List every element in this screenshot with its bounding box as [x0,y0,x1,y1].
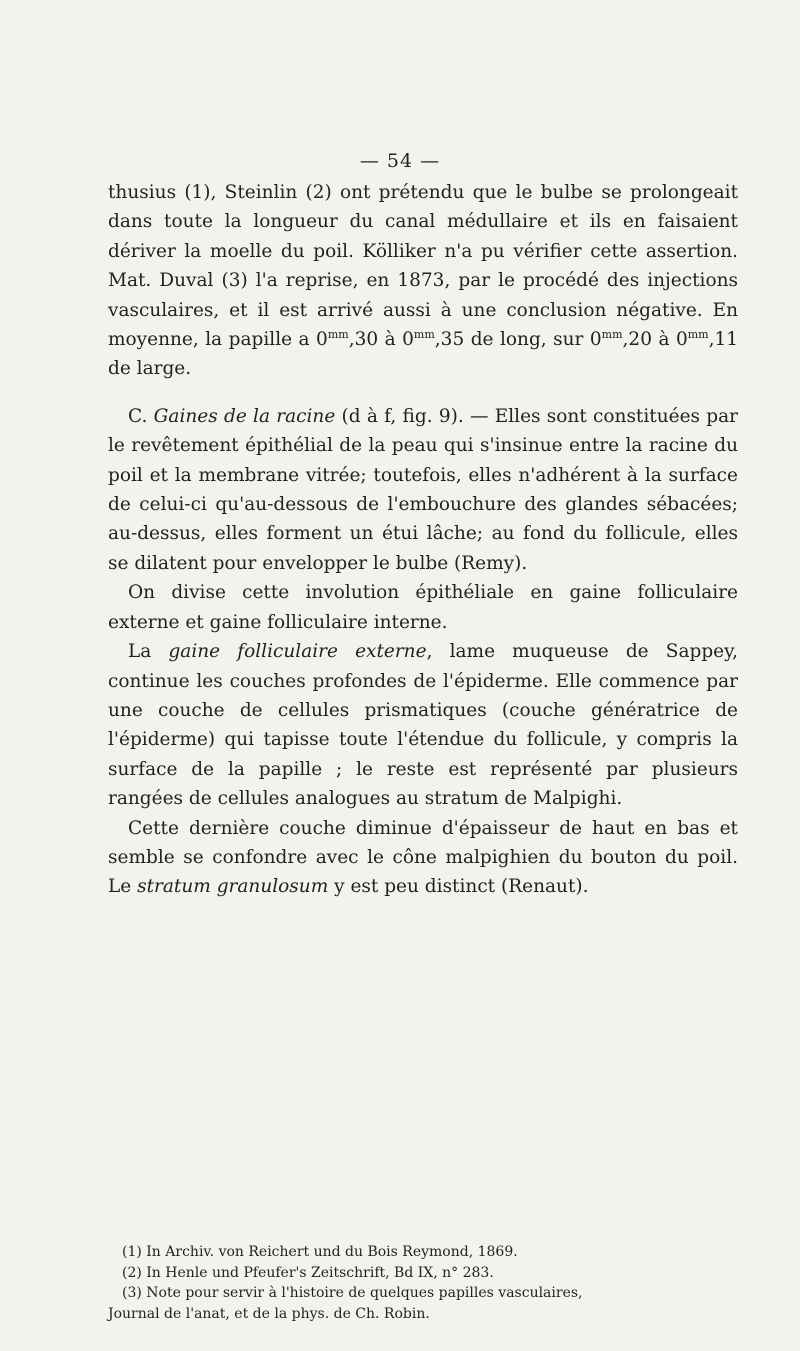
paragraph-2 [108,402,738,578]
footnote-3: (3) Note pour servir à l'histoire de quelques papilles vasculaires, [122,1285,583,1301]
text-span: (d à f, fig. 9). — Elles sont constituées par le revêtement épithélial de la peau qui s'insinue entre la racine du poil et la membrane vitrée; toutefois, elles n'adhérent à la surface de celui-ci qu'au-dessous de l'embouchure des glandes sébacées; au-dessus, elles forment un étui lâche; au fond du follicule, elles se dilatent pour envelopper le bulbe (Remy). [108,405,739,574]
footnotes [108,1242,738,1324]
footnote-2: (2) In Henle und Pfeufer's Zeitschrift, Bd IX, n° 283. [122,1264,494,1281]
page-number: — 54 — [359,150,441,172]
unit-superscript: mm [413,327,435,341]
footnote-3-continued: Journal de l'anat, et de la phys. de Ch. Robin. [108,1305,430,1322]
footnote-1: (1) In Archiv. von Reichert und du Bois Reymond, 1869. [122,1244,518,1260]
text-span: y est peu distinct (Renaut). [328,876,589,898]
section-heading-italic: Gaines de la racine [153,405,336,427]
text-span: ,11 de large. [108,329,739,380]
text-span: ,30 à 0 [348,329,414,351]
term-italic: gaine folliculaire externe [168,641,427,663]
text-span: Cette dernière couche diminue d'épaisseur de haut en bas et semble se confondre avec le cône malpighien du bouton du poil. Le [108,817,738,898]
text-span: thusius (1), Steinlin (2) ont prétendu que le bulbe se prolongeait dans toute la longueur du canal médullaire et ils en faisaient dériver la moelle du poil. Kölliker n'a pu vérifier cette assertion. Mat. Duval (3) l'a reprise, en 1873, par le procédé des injections vasculaires, et il est arrivé aussi à une conclusion négative. En moyenne, la papille a 0 [108,182,738,351]
text-span: C. [128,405,154,427]
paragraph-4 [108,637,738,813]
paragraph-1 [108,178,738,384]
text-span: ,20 à 0 [622,329,688,351]
text-span: La [128,641,169,663]
unit-superscript: mm [687,327,709,341]
unit-superscript: mm [327,327,349,341]
body-text [108,178,738,902]
term-italic: stratum granulosum [137,876,329,898]
unit-superscript: mm [601,327,623,341]
text-span: ,35 de long, sur 0 [434,329,602,351]
paragraph-3: On divise cette involution épithéliale en gaine folliculaire externe et gaine folliculaire interne. [108,582,738,633]
text-span: , lame muqueuse de Sappey, continue les couches profondes de l'épiderme. Elle commence par une couche de cellules prismatiques (couche génératrice de l'épiderme) qui tapisse toute l'étendue du follicule, y compris la surface de la papille ; le reste est représenté par plusieurs rangées de cellules analogues au stratum de Malpighi. [108,641,738,810]
paragraph-5 [108,814,738,902]
